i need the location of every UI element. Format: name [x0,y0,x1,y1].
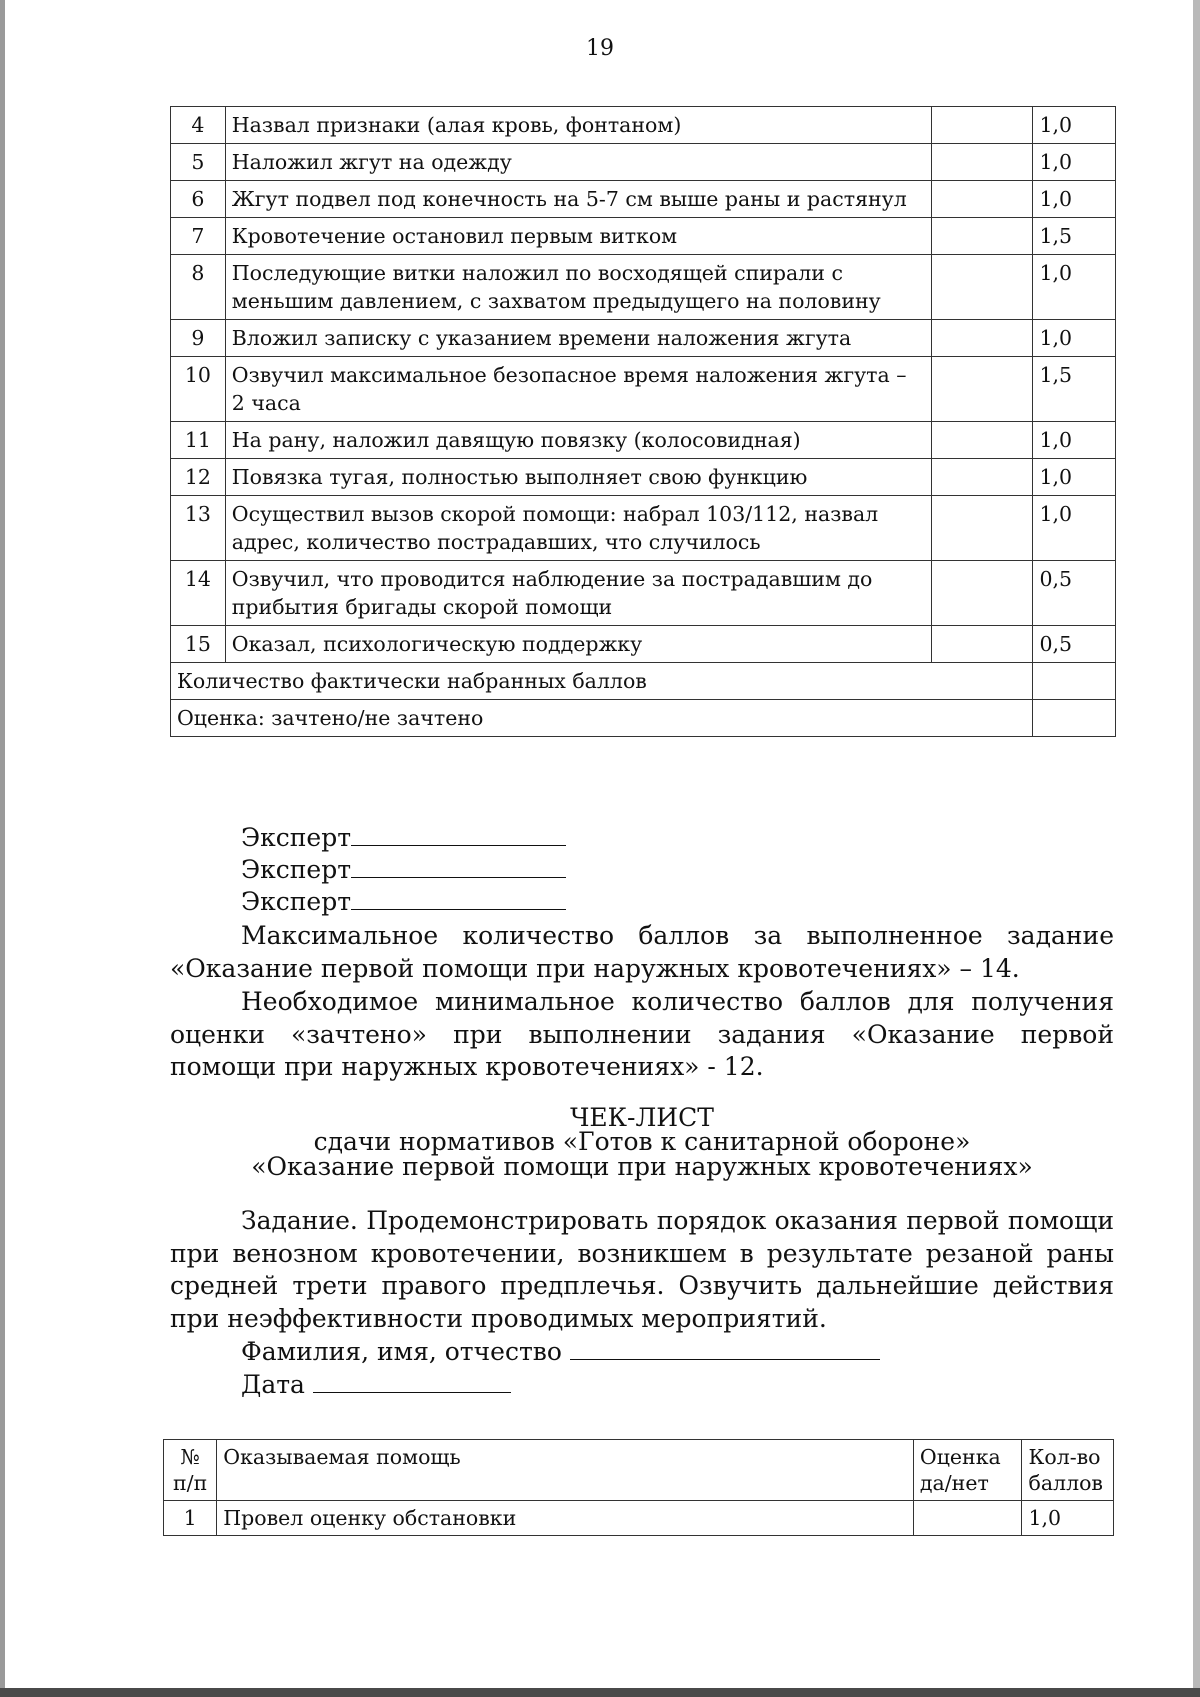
row-description: Наложил жгут на одежду [225,144,931,181]
row-number: 10 [171,357,226,422]
fio-label: Фамилия, имя, отчество [241,1337,562,1366]
table-row [171,459,1116,496]
experts-block [241,822,566,918]
scan-edge-left [0,0,5,1697]
row-score: 1,0 [1033,320,1116,357]
signature-line [351,855,566,878]
task-paragraph: Задание. Продемонстрировать порядок оказания первой помощи при венозном кровотечении, возникшем в результате резаной раны средней трети правого предплечья. Озвучить дальнейшие действия при неэффективности проводимых мероприятий. [170,1206,1114,1333]
table-row [171,218,1116,255]
max-score-paragraph: Максимальное количество баллов за выполненное задание «Оказание первой помощи при наружных кровотечениях» – 14. [170,921,1114,983]
row-number: 12 [171,459,226,496]
header-help: Оказываемая помощь [217,1440,914,1501]
row-score: 1,0 [1033,422,1116,459]
table-row [171,320,1116,357]
row-score: 1,0 [1033,459,1116,496]
row-number: 7 [171,218,226,255]
row-description: Назвал признаки (алая кровь, фонтаном) [225,107,931,144]
row-score: 0,5 [1033,626,1116,663]
checklist-table [163,1439,1114,1536]
row-score: 1,0 [1033,107,1116,144]
row-number: 6 [171,181,226,218]
row-description: На рану, наложил давящую повязку (колосовидная) [225,422,931,459]
table-row [171,357,1116,422]
date-label: Дата [241,1370,305,1399]
row-description: Жгут подвел под конечность на 5-7 см выше раны и растянул [225,181,931,218]
expert-label: Эксперт [241,823,352,852]
row-mark [931,218,1033,255]
scan-edge-bottom [0,1688,1200,1697]
scoring-table-body [171,107,1116,737]
scan-edge-right [1193,0,1200,1697]
expert-label: Эксперт [241,855,352,884]
grade-row [171,700,1116,737]
checklist-subtitle-2: «Оказание первой помощи при наружных кровотечениях» [251,1152,1033,1181]
checklist-subtitle-1: сдачи нормативов «Готов к санитарной обороне» [313,1127,971,1156]
row-description: Осуществил вызов скорой помощи: набрал 103/112, назвал адрес, количество пострадавших, что случилось [225,496,931,561]
scoring-table [170,106,1116,737]
min-score-paragraph: Необходимое минимальное количество баллов для получения оценки «зачтено» при выполнении задания «Оказание первой помощи при наружных кровотечениях» - 12. [170,987,1114,1081]
total-row [171,663,1116,700]
table-header-row [164,1440,1114,1501]
row-score: 1,0 [1033,496,1116,561]
row-number: 8 [171,255,226,320]
total-row-value [1033,663,1116,700]
table-row [171,181,1116,218]
table-row [171,107,1116,144]
row-number: 14 [171,561,226,626]
row-mark [913,1501,1022,1536]
row-number: 4 [171,107,226,144]
row-mark [931,459,1033,496]
row-number: 13 [171,496,226,561]
page-number: 19 [586,36,614,61]
table-row [164,1501,1114,1536]
row-description: Повязка тугая, полностью выполняет свою функцию [225,459,931,496]
header-num: № п/п [164,1440,217,1501]
row-mark [931,357,1033,422]
signature-line [351,823,566,846]
row-score: 1,5 [1033,218,1116,255]
date-blank [313,1370,511,1393]
expert-line [241,886,566,918]
header-mark: Оценка да/нет [913,1440,1022,1501]
date-field [241,1369,511,1401]
row-number: 15 [171,626,226,663]
grade-label: Оценка: зачтено/не зачтено [171,700,1033,737]
fio-field [241,1336,880,1368]
row-description: Кровотечение остановил первым витком [225,218,931,255]
row-mark [931,626,1033,663]
table-row [171,144,1116,181]
total-label: Количество фактически набранных баллов [171,663,1033,700]
table-row [171,626,1116,663]
row-number: 5 [171,144,226,181]
row-score: 1,0 [1033,181,1116,218]
row-score: 1,0 [1033,255,1116,320]
row-mark [931,107,1033,144]
row-number: 9 [171,320,226,357]
table-row [171,255,1116,320]
fio-blank [570,1337,880,1360]
row-score: 0,5 [1033,561,1116,626]
row-description: Оказал, психологическую поддержку [225,626,931,663]
row-mark [931,561,1033,626]
table-row [171,422,1116,459]
expert-line [241,854,566,886]
row-mark [931,181,1033,218]
row-mark [931,255,1033,320]
row-description: Озвучил, что проводится наблюдение за пострадавшим до прибытия бригады скорой помощи [225,561,931,626]
signature-line [351,887,566,910]
expert-line [241,822,566,854]
row-number: 1 [164,1501,217,1536]
expert-label: Эксперт [241,887,352,916]
row-mark [931,144,1033,181]
row-description: Провел оценку обстановки [217,1501,914,1536]
row-score: 1,5 [1033,357,1116,422]
row-mark [931,422,1033,459]
checklist-table-body [164,1440,1114,1536]
table-row [171,496,1116,561]
checklist-title: ЧЕК-ЛИСТ [570,1103,714,1132]
row-score: 1,0 [1022,1501,1114,1536]
row-description: Последующие витки наложил по восходящей спирали с меньшим давлением, с захватом предыдущего на половину [225,255,931,320]
table-row [171,561,1116,626]
row-mark [931,496,1033,561]
grade-row-value [1033,700,1116,737]
header-score: Кол-во баллов [1022,1440,1114,1501]
row-score: 1,0 [1033,144,1116,181]
row-number: 11 [171,422,226,459]
row-mark [931,320,1033,357]
row-description: Вложил записку с указанием времени наложения жгута [225,320,931,357]
row-description: Озвучил максимальное безопасное время наложения жгута – 2 часа [225,357,931,422]
